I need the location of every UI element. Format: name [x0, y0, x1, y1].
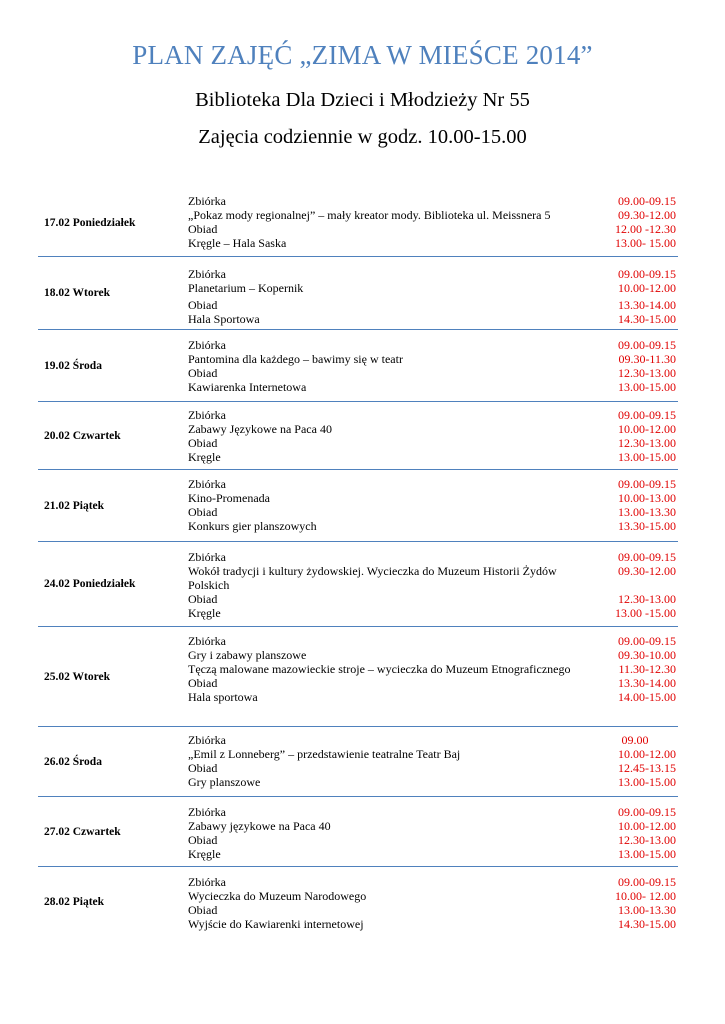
activity-list	[188, 805, 678, 861]
activity-time: 12.30-13.00	[618, 436, 676, 450]
activity-name: Planetarium – Kopernik	[188, 281, 304, 295]
activity-row	[188, 312, 678, 326]
activity-row	[188, 903, 678, 917]
library-name: Biblioteka Dla Dzieci i Młodzieży Nr 55	[195, 89, 530, 111]
activity-list	[188, 634, 678, 704]
day-label: 17.02 Poniedziałek	[44, 217, 136, 229]
activity-list	[188, 875, 678, 931]
activity-name: Zabawy Językowe na Paca 40	[188, 422, 332, 436]
activity-name: Tęczą malowane mazowieckie stroje – wycieczka do Muzeum Etnograficznego	[188, 662, 571, 676]
activity-name: Obiad	[188, 903, 218, 917]
activity-list	[188, 408, 678, 464]
day-label: 21.02 Piątek	[44, 499, 105, 512]
activity-name: Zbiórka	[188, 477, 226, 491]
activity-time: 09.00-09.15	[618, 634, 676, 648]
activity-row	[188, 352, 678, 366]
activity-row	[188, 889, 678, 903]
activity-row	[188, 422, 678, 436]
activity-row	[188, 208, 678, 222]
activity-time: 12.30-13.00	[618, 366, 676, 380]
day-block	[38, 470, 678, 542]
activity-row	[188, 662, 678, 676]
activity-name: Kręgle	[188, 606, 221, 620]
activity-time: 09.30-10.00	[618, 648, 676, 662]
activity-name: Kawiarenka Internetowa	[188, 380, 307, 394]
activity-time: 09.00-09.15	[618, 477, 676, 491]
activity-list	[188, 733, 678, 789]
activity-row	[188, 450, 678, 464]
activity-name: Obiad	[188, 676, 218, 690]
activity-time: 09.30-11.30	[618, 352, 676, 366]
activity-name: Gry i zabawy planszowe	[188, 648, 307, 662]
activity-name: Wycieczka do Muzeum Narodowego	[188, 889, 367, 903]
page-title: PLAN ZAJĘĆ „ZIMA W MIEŚCE 2014”	[132, 40, 593, 70]
activity-name: Zbiórka	[188, 194, 226, 208]
activity-name: Obiad	[188, 592, 218, 606]
activity-time: 09.00-09.15	[618, 805, 676, 819]
activity-row	[188, 733, 678, 747]
day-block	[38, 330, 678, 402]
day-label: 19.02 Środa	[44, 359, 102, 372]
activity-row	[188, 747, 678, 761]
activity-name: Zbiórka	[188, 634, 226, 648]
activity-time: 14.30-15.00	[618, 312, 676, 326]
activity-row	[188, 833, 678, 847]
activity-name: Wyjście do Kawiarenki internetowej	[188, 917, 364, 931]
day-block	[38, 867, 678, 937]
activity-time: 10.00- 12.00	[615, 889, 676, 903]
activity-time: 09.00-09.15	[618, 408, 676, 422]
activity-time: 09.30-12.00	[618, 208, 676, 222]
activity-name: Hala sportowa	[188, 690, 258, 704]
activity-time: 11.30-12.30	[618, 662, 676, 676]
activity-row	[188, 847, 678, 861]
activity-time: 09.00-09.15	[618, 875, 676, 889]
activity-name: Obiad	[188, 366, 218, 380]
activity-time: 12.00 -12.30	[615, 222, 676, 236]
activity-name: Kręgle – Hala Saska	[188, 236, 287, 250]
activity-row	[188, 194, 678, 208]
activity-row	[188, 298, 678, 312]
activity-time: 13.30-14.00	[618, 676, 676, 690]
activity-name: Obiad	[188, 505, 218, 519]
activity-time: 09.00-09.15	[618, 194, 676, 208]
activity-time: 12.30-13.00	[618, 592, 676, 606]
activity-row	[188, 917, 678, 931]
activity-row	[188, 236, 678, 250]
activity-name: Konkurs gier planszowych	[188, 519, 317, 533]
activity-row	[188, 519, 678, 533]
activity-list	[188, 338, 678, 394]
schedule	[38, 190, 678, 937]
activity-time: 13.00 -15.00	[615, 606, 676, 620]
activity-row	[188, 648, 678, 662]
activity-row	[188, 676, 678, 690]
activity-name: Obiad	[188, 436, 218, 450]
activity-name: Zabawy językowe na Paca 40	[188, 819, 331, 833]
activity-name: Obiad	[188, 298, 218, 312]
activity-name: Zbiórka	[188, 805, 226, 819]
day-block	[38, 627, 678, 727]
activity-name: Hala Sportowa	[188, 312, 260, 326]
activity-time: 12.30-13.00	[618, 833, 676, 847]
activity-time: 09.00-09.15	[618, 267, 676, 281]
day-block	[38, 190, 678, 257]
activity-row	[188, 564, 678, 592]
activity-time: 14.00-15.00	[618, 690, 676, 704]
activity-name: Gry planszowe	[188, 775, 261, 789]
activity-time: 09.00-09.15	[618, 550, 676, 564]
activity-name: Obiad	[188, 222, 218, 236]
activity-name: Zbiórka	[188, 733, 226, 747]
day-block	[38, 727, 678, 797]
activity-time: 14.30-15.00	[618, 917, 676, 931]
activity-row	[188, 775, 678, 789]
activity-time: 13.00-15.00	[618, 380, 676, 394]
activity-row	[188, 819, 678, 833]
activity-name: Zbiórka	[188, 875, 226, 889]
activity-row	[188, 505, 678, 519]
activity-row	[188, 477, 678, 491]
activity-time: 12.45-13.15	[618, 761, 676, 775]
activity-row	[188, 281, 678, 295]
activity-row	[188, 875, 678, 889]
day-label: 24.02 Poniedziałek	[44, 578, 136, 590]
activity-name: Zbiórka	[188, 267, 226, 281]
activity-name: Kręgle	[188, 450, 221, 464]
activity-name: Pantomina dla każdego – bawimy się w teatr	[188, 352, 403, 366]
activity-row	[188, 436, 678, 450]
activity-row	[188, 690, 678, 704]
day-block	[38, 257, 678, 330]
day-label: 25.02 Wtorek	[44, 670, 111, 683]
activity-row	[188, 408, 678, 422]
activity-time: 09.00-09.15	[618, 338, 676, 352]
activity-time: 10.00-13.00	[618, 491, 676, 505]
opening-hours: Zajęcia codziennie w godz. 10.00-15.00	[198, 126, 527, 148]
activity-row	[188, 366, 678, 380]
activity-name: Kino-Promenada	[188, 491, 270, 505]
day-block	[38, 797, 678, 867]
activity-row	[188, 634, 678, 648]
activity-name: Obiad	[188, 761, 218, 775]
activity-time: 13.00-15.00	[618, 450, 676, 464]
activity-name: Zbiórka	[188, 338, 226, 352]
day-label: 28.02 Piątek	[44, 896, 105, 908]
activity-time: 13.30-14.00	[618, 298, 676, 312]
activity-time: 10.00-12.00	[618, 819, 676, 833]
activity-time: 10.00-12.00	[618, 422, 676, 436]
day-label: 18.02 Wtorek	[44, 287, 111, 299]
activity-list	[188, 477, 678, 533]
activity-name: Zbiórka	[188, 408, 226, 422]
day-block	[38, 542, 678, 627]
activity-name: „Pokaz mody regionalnej” – mały kreator mody. Biblioteka ul. Meissnera 5	[188, 208, 551, 222]
activity-list	[188, 194, 678, 250]
activity-row	[188, 592, 678, 606]
day-label: 20.02 Czwartek	[44, 429, 121, 442]
day-label: 27.02 Czwartek	[44, 825, 121, 838]
day-block	[38, 402, 678, 470]
activity-row	[188, 267, 678, 281]
activity-row	[188, 491, 678, 505]
day-label: 26.02 Środa	[44, 755, 102, 768]
activity-time: 13.30-15.00	[618, 519, 676, 533]
activity-row	[188, 606, 678, 620]
activity-time: 13.00-15.00	[618, 847, 676, 861]
activity-list	[188, 267, 678, 326]
activity-list	[188, 550, 678, 620]
activity-time: 10.00-12.00	[618, 747, 676, 761]
activity-row	[188, 338, 678, 352]
activity-name: „Emil z Lonneberg” – przedstawienie teatralne Teatr Baj	[188, 747, 461, 761]
activity-row	[188, 550, 678, 564]
activity-name: Obiad	[188, 833, 218, 847]
activity-time: 10.00-12.00	[618, 281, 676, 295]
activity-time: 13.00-13.30	[618, 505, 676, 519]
activity-time: 13.00-15.00	[618, 775, 676, 789]
activity-time: 09.30-12.00	[618, 564, 676, 578]
activity-row	[188, 761, 678, 775]
activity-time: 13.00- 15.00	[615, 236, 676, 250]
activity-time: 09.00	[621, 733, 649, 747]
activity-row	[188, 805, 678, 819]
activity-row	[188, 380, 678, 394]
activity-row	[188, 222, 678, 236]
activity-time: 13.00-13.30	[618, 903, 676, 917]
activity-name: Zbiórka	[188, 550, 226, 564]
activity-name: Wokół tradycji i kultury żydowskiej. Wycieczka do Muzeum Historii Żydów Polskich	[188, 564, 557, 592]
activity-name: Kręgle	[188, 847, 221, 861]
